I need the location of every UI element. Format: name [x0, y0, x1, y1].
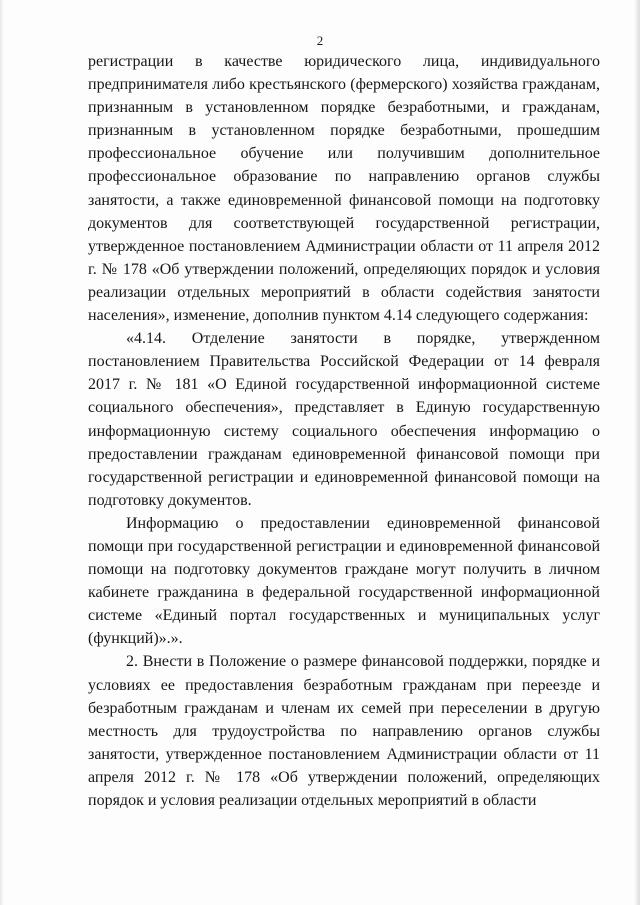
paragraph-item-2: 2. Внести в Положение о размере финансовой поддержки, порядке и условиях ее предоставления безработным гражданам при переезде и безработным гражданам и членам их семей при переселении в другую местность для трудоустройства по направлению органов службы занятости, утвержденное постановлением Администрации области от 11 апреля 2012 г. № 178 «Об утверждении положений, определяющих порядок и условия реализации отдельных мероприятий в области [88, 653, 600, 809]
document-body [88, 50, 600, 812]
scan-edge-left [0, 0, 4, 905]
paragraph-info-portal: Информацию о предоставлении единовременной финансовой помощи при государственной регистрации и единовременной финансовой помощи на подготовку документов граждане могут получить в личном кабинете гражданина в федеральной государственной информационной системе «Единый портал государственных и муниципальных услуг (функций)».». [88, 514, 600, 648]
scan-edge-right [634, 0, 640, 905]
paragraph-continuation: регистрации в качестве юридического лица, индивидуального предпринимателя либо крестьянского (фермерского) хозяйства гражданам, признанным в установленном порядке безработными, и гражданам, признанным в установленном порядке безработными, прошедшим профессиональное обучение или получившим дополнительное профессиональное образование по направлению органов службы занятости, а также единовременной финансовой помощи на подготовку документов для соответствующей государственной регистрации, утвержденное постановлением Администрации области от 11 апреля 2012 г. № 178 «Об утверждении положений, определяющих порядок и условия реализации отдельных мероприятий в области содействия занятости населения», изменение, дополнив пунктом 4.14 следующего содержания: [88, 53, 600, 325]
page-number: 2 [316, 33, 324, 48]
paragraph-item-4-14: «4.14. Отделение занятости в порядке, утвержденном постановлением Правительства Российской Федерации от 14 февраля 2017 г. № 181 «О Единой государственной информационной системе социального обеспечения», представляет в Единую государственную информационную систему социального обеспечения информацию о предоставлении гражданам единовременной финансовой помощи при государственной регистрации и единовременной финансовой помощи на подготовку документов. [88, 330, 600, 509]
